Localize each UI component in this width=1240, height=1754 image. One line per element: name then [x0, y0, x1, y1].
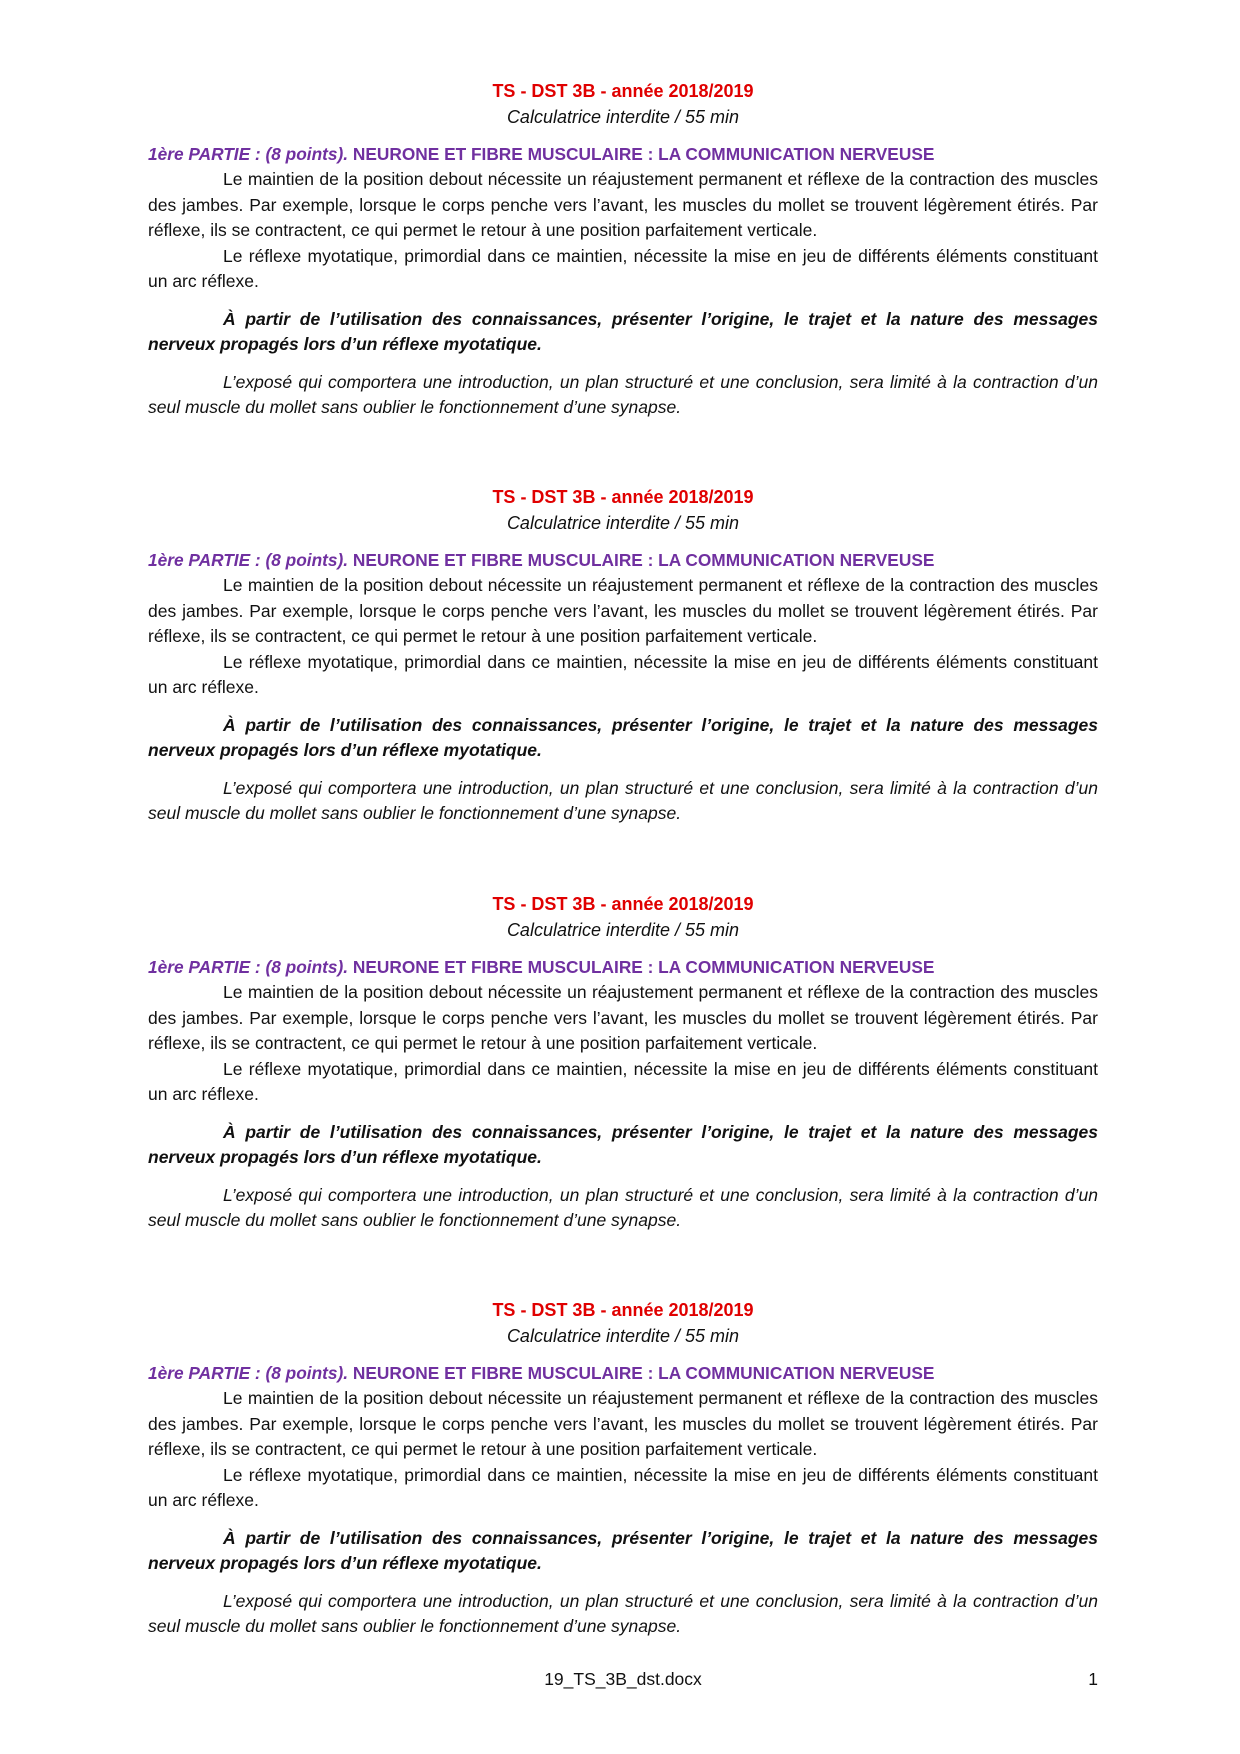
part-heading: NEURONE ET FIBRE MUSCULAIRE : LA COMMUNICATION NERVEUSE — [352, 1363, 935, 1383]
paragraph-reflex: Le réflexe myotatique, primordial dans ce maintien, nécessite la mise en jeu de différents éléments constituant un arc réflexe. — [148, 1058, 1098, 1104]
paragraph-context: Le maintien de la position debout nécessite un réajustement permanent et réflexe de la contraction des muscles des jambes. Par exemple, lorsque le corps penche vers l’avant, les muscles du mollet se trouvent légèrement étirés. Par réflexe, ils se contractent, ce qui permet le retour à une position parfaitement verticale. — [148, 169, 1098, 240]
part-header — [148, 1361, 1098, 1386]
paragraph-context: Le maintien de la position debout nécessite un réajustement permanent et réflexe de la contraction des muscles des jambes. Par exemple, lorsque le corps penche vers l’avant, les muscles du mollet se trouvent légèrement étirés. Par réflexe, ils se contractent, ce qui permet le retour à une position parfaitement verticale. — [148, 575, 1098, 646]
instruction-text: À partir de l’utilisation des connaissances, présenter l’origine, le trajet et la nature des messages nerveux propagés lors d’un réflexe myotatique. — [148, 714, 1098, 760]
exam-block-1 — [148, 78, 1098, 421]
note-text: L’exposé qui comportera une introduction, un plan structuré et une conclusion, sera limité à la contraction d’un seul muscle du mollet sans oublier le fonctionnement d’une synapse. — [148, 1590, 1098, 1636]
exam-block-3 — [148, 891, 1098, 1234]
footer-filename: 19_TS_3B_dst.docx — [544, 1669, 702, 1689]
exam-subtitle: Calculatrice interdite / 55 min — [506, 920, 740, 940]
part-heading: NEURONE ET FIBRE MUSCULAIRE : LA COMMUNICATION NERVEUSE — [352, 550, 935, 570]
part-label: 1ère PARTIE : (8 points). — [148, 550, 349, 570]
paragraph-reflex: Le réflexe myotatique, primordial dans ce maintien, nécessite la mise en jeu de différents éléments constituant un arc réflexe. — [148, 245, 1098, 291]
exam-subtitle: Calculatrice interdite / 55 min — [506, 1326, 740, 1346]
part-header — [148, 548, 1098, 573]
paragraph-reflex: Le réflexe myotatique, primordial dans ce maintien, nécessite la mise en jeu de différents éléments constituant un arc réflexe. — [148, 651, 1098, 697]
instruction-text: À partir de l’utilisation des connaissances, présenter l’origine, le trajet et la nature des messages nerveux propagés lors d’un réflexe myotatique. — [148, 308, 1098, 354]
part-label: 1ère PARTIE : (8 points). — [148, 144, 349, 164]
part-header — [148, 955, 1098, 980]
part-label: 1ère PARTIE : (8 points). — [148, 1363, 349, 1383]
instruction-text: À partir de l’utilisation des connaissances, présenter l’origine, le trajet et la nature des messages nerveux propagés lors d’un réflexe myotatique. — [148, 1121, 1098, 1167]
exam-title: TS - DST 3B - année 2018/2019 — [492, 81, 754, 101]
note-text: L’exposé qui comportera une introduction, un plan structuré et une conclusion, sera limité à la contraction d’un seul muscle du mollet sans oublier le fonctionnement d’une synapse. — [148, 777, 1098, 823]
paragraph-context: Le maintien de la position debout nécessite un réajustement permanent et réflexe de la contraction des muscles des jambes. Par exemple, lorsque le corps penche vers l’avant, les muscles du mollet se trouvent légèrement étirés. Par réflexe, ils se contractent, ce qui permet le retour à une position parfaitement verticale. — [148, 1388, 1098, 1459]
page-number: 1 — [1088, 1669, 1098, 1689]
exam-subtitle: Calculatrice interdite / 55 min — [506, 513, 740, 533]
part-label: 1ère PARTIE : (8 points). — [148, 957, 349, 977]
part-header — [148, 142, 1098, 167]
exam-title: TS - DST 3B - année 2018/2019 — [492, 1300, 754, 1320]
note-text: L’exposé qui comportera une introduction, un plan structuré et une conclusion, sera limité à la contraction d’un seul muscle du mollet sans oublier le fonctionnement d’une synapse. — [148, 371, 1098, 417]
paragraph-context: Le maintien de la position debout nécessite un réajustement permanent et réflexe de la contraction des muscles des jambes. Par exemple, lorsque le corps penche vers l’avant, les muscles du mollet se trouvent légèrement étirés. Par réflexe, ils se contractent, ce qui permet le retour à une position parfaitement verticale. — [148, 982, 1098, 1053]
exam-title: TS - DST 3B - année 2018/2019 — [492, 894, 754, 914]
part-heading: NEURONE ET FIBRE MUSCULAIRE : LA COMMUNICATION NERVEUSE — [352, 144, 935, 164]
exam-title: TS - DST 3B - année 2018/2019 — [492, 487, 754, 507]
paragraph-reflex: Le réflexe myotatique, primordial dans ce maintien, nécessite la mise en jeu de différents éléments constituant un arc réflexe. — [148, 1464, 1098, 1510]
part-heading: NEURONE ET FIBRE MUSCULAIRE : LA COMMUNICATION NERVEUSE — [352, 957, 935, 977]
exam-subtitle: Calculatrice interdite / 55 min — [506, 107, 740, 127]
exam-block-4 — [148, 1297, 1098, 1640]
note-text: L’exposé qui comportera une introduction, un plan structuré et une conclusion, sera limité à la contraction d’un seul muscle du mollet sans oublier le fonctionnement d’une synapse. — [148, 1184, 1098, 1230]
exam-block-2 — [148, 484, 1098, 827]
instruction-text: À partir de l’utilisation des connaissances, présenter l’origine, le trajet et la nature des messages nerveux propagés lors d’un réflexe myotatique. — [148, 1527, 1098, 1573]
